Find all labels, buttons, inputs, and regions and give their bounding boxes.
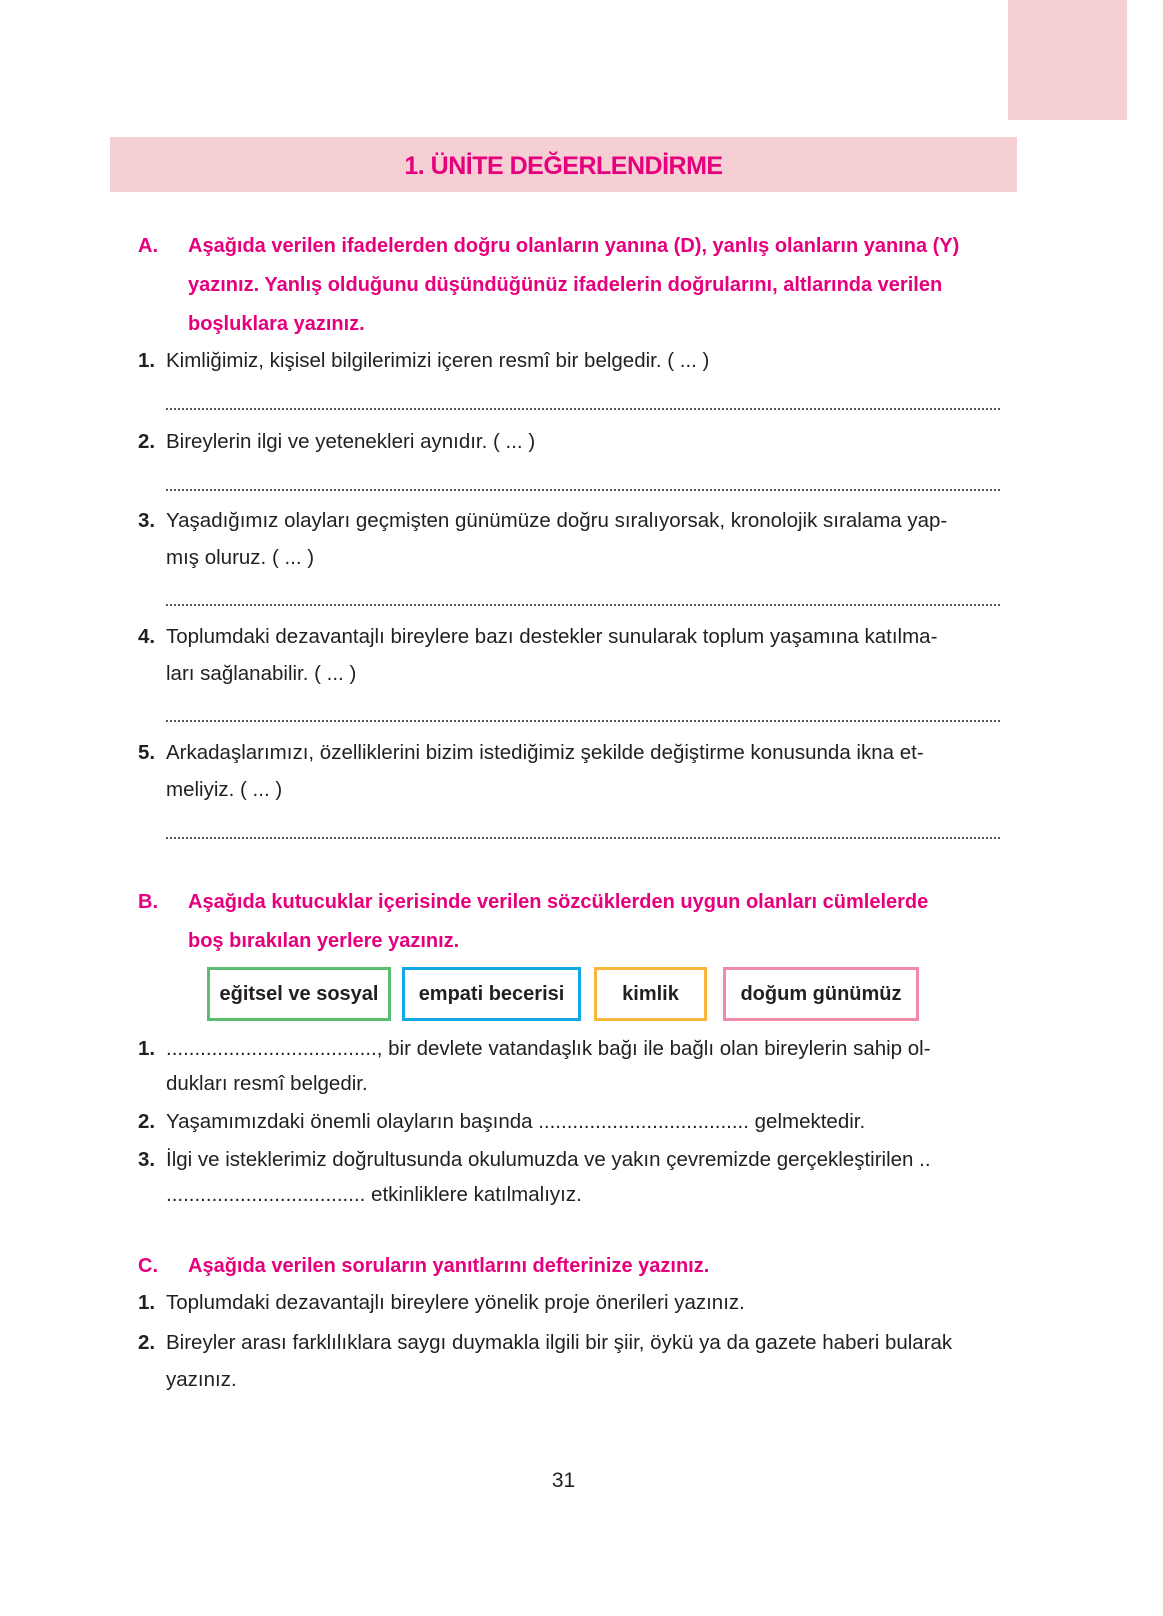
question-text: yazınız. [166, 1368, 237, 1391]
fill-in-sentence: Yaşamımızdaki önemli olayların başında ..................................... gelmektedir. [166, 1110, 866, 1133]
word-box-egitsel-ve-sosyal: eğitsel ve sosyal [207, 967, 391, 1021]
statement-text: Yaşadığımız olayları geçmişten günümüze doğru sıralıyorsak, kronolojik sıralama yap- [166, 509, 948, 532]
answer-line[interactable] [166, 604, 1000, 606]
item-number: 1. [138, 349, 156, 372]
item-number: 2. [138, 1331, 156, 1354]
item-number: 2. [138, 430, 156, 453]
item-number: 1. [138, 1291, 156, 1314]
statement-text: ları sağlanabilir. ( ... ) [166, 662, 357, 685]
section-a-instruction: boşluklara yazınız. [188, 313, 365, 335]
section-a-instruction: Aşağıda verilen ifadelerden doğru olanların yanına (D), yanlış olanların yanına (Y) [188, 235, 960, 257]
statement-text: Arkadaşlarımızı, özelliklerini bizim istediğimiz şekilde değiştirme konusunda ikna et- [166, 741, 924, 764]
statement-text: Toplumdaki dezavantajlı bireylere bazı destekler sunularak toplum yaşamına katılma- [166, 625, 938, 648]
question-text: Bireyler arası farklılıklara saygı duymakla ilgili bir şiir, öykü ya da gazete haberi bularak [166, 1331, 953, 1354]
question-text: Toplumdaki dezavantajlı bireylere yönelik proje önerileri yazınız. [166, 1291, 745, 1314]
fill-in-sentence: dukları resmî belgedir. [166, 1072, 368, 1095]
fill-in-sentence: ................................... etkinliklere katılmalıyız. [166, 1183, 582, 1206]
answer-line[interactable] [166, 489, 1000, 491]
answer-line[interactable] [166, 720, 1000, 722]
item-number: 2. [138, 1110, 156, 1133]
section-b-label: B. [138, 891, 158, 913]
statement-text: Kimliğimiz, kişisel bilgilerimizi içeren resmî bir belgedir. ( ... ) [166, 349, 710, 372]
statement-text: meliyiz. ( ... ) [166, 778, 283, 801]
answer-line[interactable] [166, 837, 1000, 839]
item-number: 1. [138, 1037, 156, 1060]
item-number: 3. [138, 509, 156, 532]
page-number: 31 [551, 1469, 576, 1492]
item-number: 4. [138, 625, 156, 648]
section-b-instruction: Aşağıda kutucuklar içerisinde verilen sözcüklerden uygun olanları cümlelerde [188, 891, 929, 913]
section-a-instruction: yazınız. Yanlış olduğunu düşündüğünüz ifadelerin doğrularını, altlarında verilen [188, 274, 943, 296]
statement-text: mış oluruz. ( ... ) [166, 546, 315, 569]
fill-in-sentence: İlgi ve isteklerimiz doğrultusunda okulumuzda ve yakın çevremizde gerçekleştirilen .. [166, 1148, 931, 1171]
word-box-kimlik: kimlik [594, 967, 707, 1021]
item-number: 3. [138, 1148, 156, 1171]
section-c-instruction: Aşağıda verilen soruların yanıtlarını defterinize yazınız. [188, 1255, 710, 1277]
word-box-dogum-gunumuz: doğum günümüz [723, 967, 919, 1021]
corner-tab [1008, 0, 1127, 120]
item-number: 5. [138, 741, 156, 764]
statement-text: Bireylerin ilgi ve yetenekleri aynıdır. ( ... ) [166, 430, 536, 453]
answer-line[interactable] [166, 408, 1000, 410]
page-title: 1. ÜNİTE DEĞERLENDİRME [404, 152, 723, 180]
fill-in-sentence: ....................................., bir devlete vatandaşlık bağı ile bağlı olan bireylerin sahip ol- [166, 1037, 931, 1060]
section-b-instruction: boş bırakılan yerlere yazınız. [188, 930, 460, 952]
section-a-label: A. [138, 235, 158, 257]
section-c-label: C. [138, 1255, 158, 1277]
word-box-empati-becerisi: empati becerisi [402, 967, 581, 1021]
